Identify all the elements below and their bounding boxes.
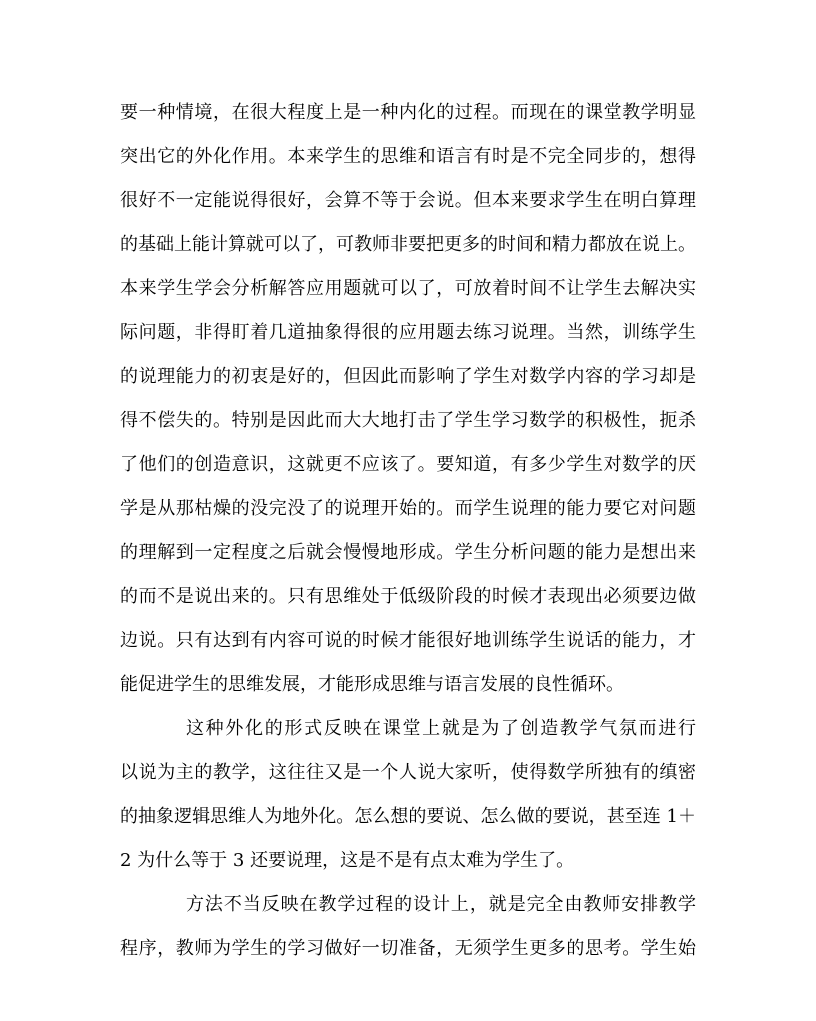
- paragraph-end-line: 能促进学生的思维发展，才能形成思维与语言发展的良性循环。: [120, 674, 624, 695]
- text-line: 得不偿失的。特别是因此而大大地打击了学生学习数学的积极性，扼杀: [120, 410, 696, 431]
- paragraph-end-line: 2 为什么等于 3 还要说理，这是不是有点太难为学生了。: [120, 850, 575, 871]
- paragraph-first-line: 这种外化的形式反映在课堂上就是为了创造教学气氛而进行: [186, 718, 696, 739]
- text-line: 的而不是说出来的。只有思维处于低级阶段的时候才表现出必须要边做: [120, 586, 696, 607]
- text-line: 了他们的创造意识，这就更不应该了。要知道，有多少学生对数学的厌: [120, 454, 696, 475]
- text-line: 学是从那枯燥的没完没了的说理开始的。而学生说理的能力要它对问题: [120, 498, 696, 519]
- text-line: 的说理能力的初衷是好的，但因此而影响了学生对数学内容的学习却是: [120, 366, 696, 387]
- text-line: 要一种情境，在很大程度上是一种内化的过程。而现在的课堂教学明显: [120, 102, 696, 123]
- paragraph-first-line: 方法不当反映在教学过程的设计上，就是完全由教师安排教学: [186, 894, 696, 915]
- text-line: 本来学生学会分析解答应用题就可以了，可放着时间不让学生去解决实: [120, 278, 696, 299]
- text-line: 突出它的外化作用。本来学生的思维和语言有时是不完全同步的，想得: [120, 146, 696, 167]
- text-line: 际问题，非得盯着几道抽象得很的应用题去练习说理。当然，训练学生: [120, 322, 696, 343]
- text-line: 的理解到一定程度之后就会慢慢地形成。学生分析问题的能力是想出来: [120, 542, 696, 563]
- text-line: 的基础上能计算就可以了，可教师非要把更多的时间和精力都放在说上。: [120, 234, 696, 255]
- text-line: 边说。只有达到有内容可说的时候才能很好地训练学生说话的能力，才: [120, 630, 696, 651]
- text-line: 程序，教师为学生的学习做好一切准备，无须学生更多的思考。学生始: [120, 938, 696, 959]
- text-line: 的抽象逻辑思维人为地外化。怎么想的要说、怎么做的要说，甚至连 1＋: [120, 806, 696, 827]
- text-line: 以说为主的教学，这往往又是一个人说大家听，使得数学所独有的缜密: [120, 762, 696, 783]
- text-line: 很好不一定能说得很好，会算不等于会说。但本来要求学生在明白算理: [120, 190, 696, 211]
